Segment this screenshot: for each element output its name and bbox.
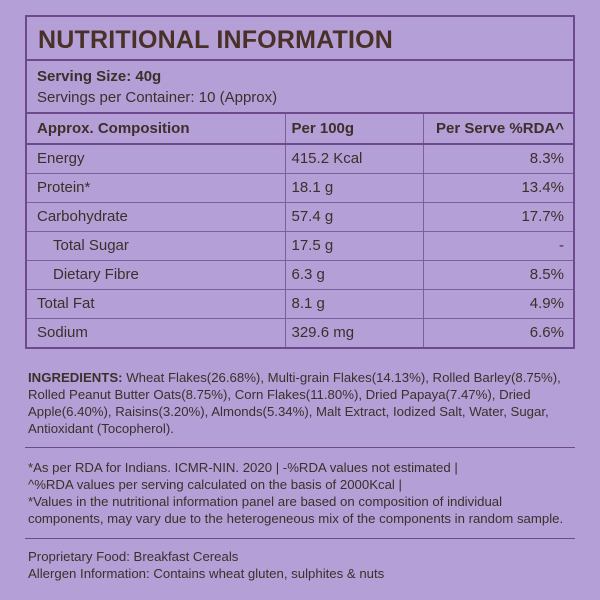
footnote-line: *As per RDA for Indians. ICMR-NIN. 2020 | -%RDA values not estimated | — [28, 460, 458, 475]
serving-size: Serving Size: 40g — [37, 68, 162, 85]
nutrition-panel — [25, 15, 575, 349]
nutrient-rda: 17.7% — [423, 203, 573, 232]
nutrient-rda: 13.4% — [423, 174, 573, 203]
nutrient-name: Carbohydrate — [27, 203, 285, 232]
table-header-row — [27, 114, 573, 144]
nutrient-per-100g: 6.3 g — [285, 261, 423, 290]
nutrient-name: Protein* — [27, 174, 285, 203]
nutrient-name: Dietary Fibre — [27, 261, 285, 290]
nutrient-per-100g: 18.1 g — [285, 174, 423, 203]
column-header-rda: Per Serve %RDA^ — [423, 114, 573, 144]
nutrient-per-100g: 17.5 g — [285, 232, 423, 261]
divider — [25, 447, 575, 448]
nutrient-rda: - — [423, 232, 573, 261]
footnote-line: *Values in the nutritional information panel are based on composition of individual — [28, 494, 503, 509]
column-header-per-100g: Per 100g — [285, 114, 423, 144]
nutrient-name: Total Fat — [27, 290, 285, 319]
nutrition-table — [27, 114, 573, 347]
nutrient-per-100g: 57.4 g — [285, 203, 423, 232]
nutrient-rda: 4.9% — [423, 290, 573, 319]
table-row — [27, 261, 573, 290]
proprietary-food: Proprietary Food: Breakfast Cereals — [28, 549, 239, 564]
nutrient-per-100g: 8.1 g — [285, 290, 423, 319]
nutrient-rda: 8.3% — [423, 144, 573, 174]
table-row — [27, 174, 573, 203]
nutrient-per-100g: 329.6 mg — [285, 319, 423, 348]
servings-per-container: Servings per Container: 10 (Approx) — [37, 89, 278, 106]
table-row — [27, 232, 573, 261]
table-row — [27, 290, 573, 319]
divider — [25, 538, 575, 539]
nutrient-name: Sodium — [37, 324, 88, 341]
table-row — [27, 144, 573, 174]
column-header-composition: Approx. Composition — [27, 114, 285, 144]
panel-title: NUTRITIONAL INFORMATION — [27, 17, 573, 61]
footnote-line: components, may vary due to the heterogeneous mix of the components in random sample. — [28, 511, 564, 526]
table-row — [27, 319, 573, 348]
footnotes-section — [28, 459, 576, 527]
allergen-information: Allergen Information: Contains wheat gluten, sulphites & nuts — [28, 566, 385, 581]
ingredients-label: INGREDIENTS: — [28, 370, 123, 385]
table-row — [27, 203, 573, 232]
nutrient-name: Total Sugar — [27, 232, 285, 261]
ingredients-section — [28, 369, 576, 437]
product-info-section — [28, 548, 576, 582]
ingredients-text: Wheat Flakes(26.68%), Multi-grain Flakes(14.13%), Rolled Barley(8.75%), Rolled Peanut Butter Oats(8.75%), Corn Flakes(11.80%), Dried Papaya(7.47%), Dried Apple(6.40%), Raisins(3.20%), Almonds(5.34%), Malt Extract, Iodized Salt, Water, Sugar, Antioxidant (Tocopherol). — [28, 370, 561, 436]
footnote-line: ^%RDA values per serving calculated on the basis of 2000Kcal | — [28, 477, 402, 492]
nutrient-name: Energy — [27, 144, 285, 174]
nutrient-rda: 8.5% — [423, 261, 573, 290]
nutrient-per-100g: 415.2 Kcal — [285, 144, 423, 174]
nutrient-rda: 6.6% — [423, 319, 573, 348]
serving-info — [27, 61, 573, 114]
